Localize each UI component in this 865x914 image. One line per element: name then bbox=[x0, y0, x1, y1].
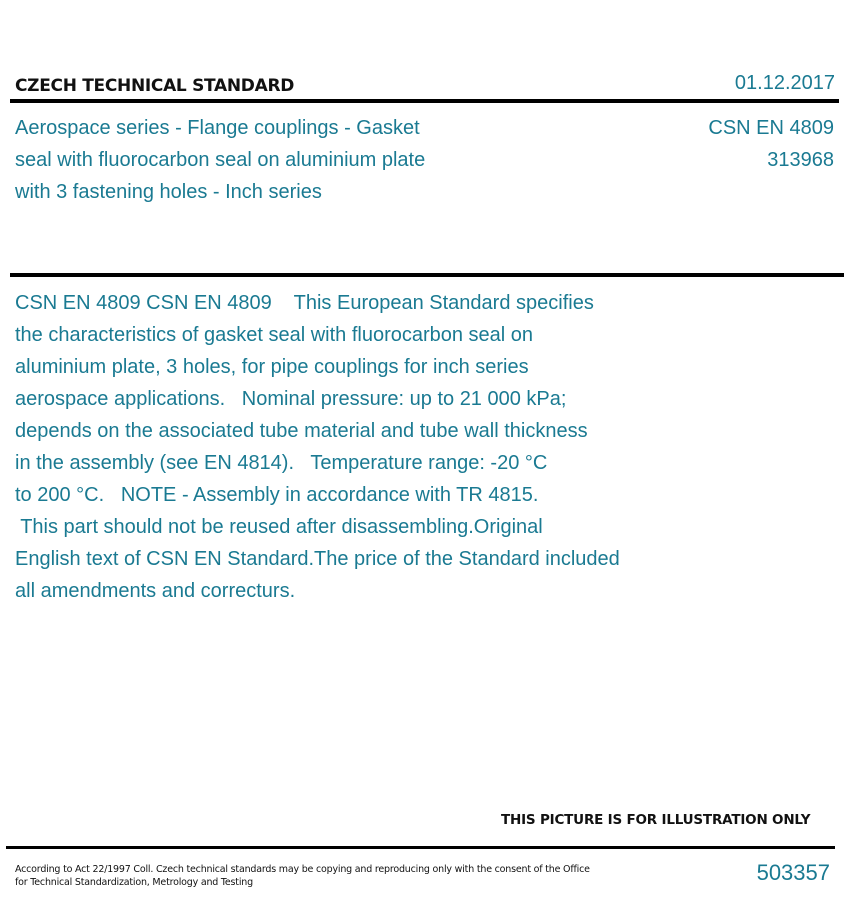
document-type-heading: CZECH TECHNICAL STANDARD bbox=[15, 76, 295, 96]
description-line: CSN EN 4809 CSN EN 4809 This European Standard specifies bbox=[15, 292, 594, 314]
description-line: aerospace applications. Nominal pressure: up to 21 000 kPa; bbox=[15, 388, 567, 410]
description-line: This part should not be reused after disassembling.Original bbox=[15, 516, 543, 538]
section-divider bbox=[10, 273, 844, 277]
description-line: depends on the associated tube material and tube wall thickness bbox=[15, 420, 588, 442]
legal-notice-line: for Technical Standardization, Metrology and Testing bbox=[15, 877, 253, 888]
description-line: aluminium plate, 3 holes, for pipe couplings for inch series bbox=[15, 356, 529, 378]
description-line: in the assembly (see EN 4814). Temperature range: -20 °C bbox=[15, 452, 548, 474]
description-line: to 200 °C. NOTE - Assembly in accordance with TR 4815. bbox=[15, 484, 539, 506]
footer-divider bbox=[6, 846, 835, 849]
description-line: the characteristics of gasket seal with fluorocarbon seal on bbox=[15, 324, 534, 346]
header-divider bbox=[10, 99, 839, 103]
publication-date: 01.12.2017 bbox=[734, 72, 835, 94]
standard-title-line: with 3 fastening holes - Inch series bbox=[15, 181, 322, 203]
standard-code: CSN EN 4809 bbox=[708, 117, 834, 139]
footer-reference-number: 503357 bbox=[756, 860, 830, 885]
illustration-disclaimer: THIS PICTURE IS FOR ILLUSTRATION ONLY bbox=[501, 812, 811, 828]
catalog-number: 313968 bbox=[767, 149, 834, 171]
standard-title-line: seal with fluorocarbon seal on aluminium plate bbox=[15, 149, 426, 171]
standard-title-line: Aerospace series - Flange couplings - Gasket bbox=[15, 117, 420, 139]
legal-notice-line: According to Act 22/1997 Coll. Czech technical standards may be copying and reproducing only with the consent of the Office bbox=[15, 864, 590, 875]
description-line: all amendments and correcturs. bbox=[15, 580, 296, 602]
description-line: English text of CSN EN Standard.The price of the Standard included bbox=[15, 548, 620, 570]
